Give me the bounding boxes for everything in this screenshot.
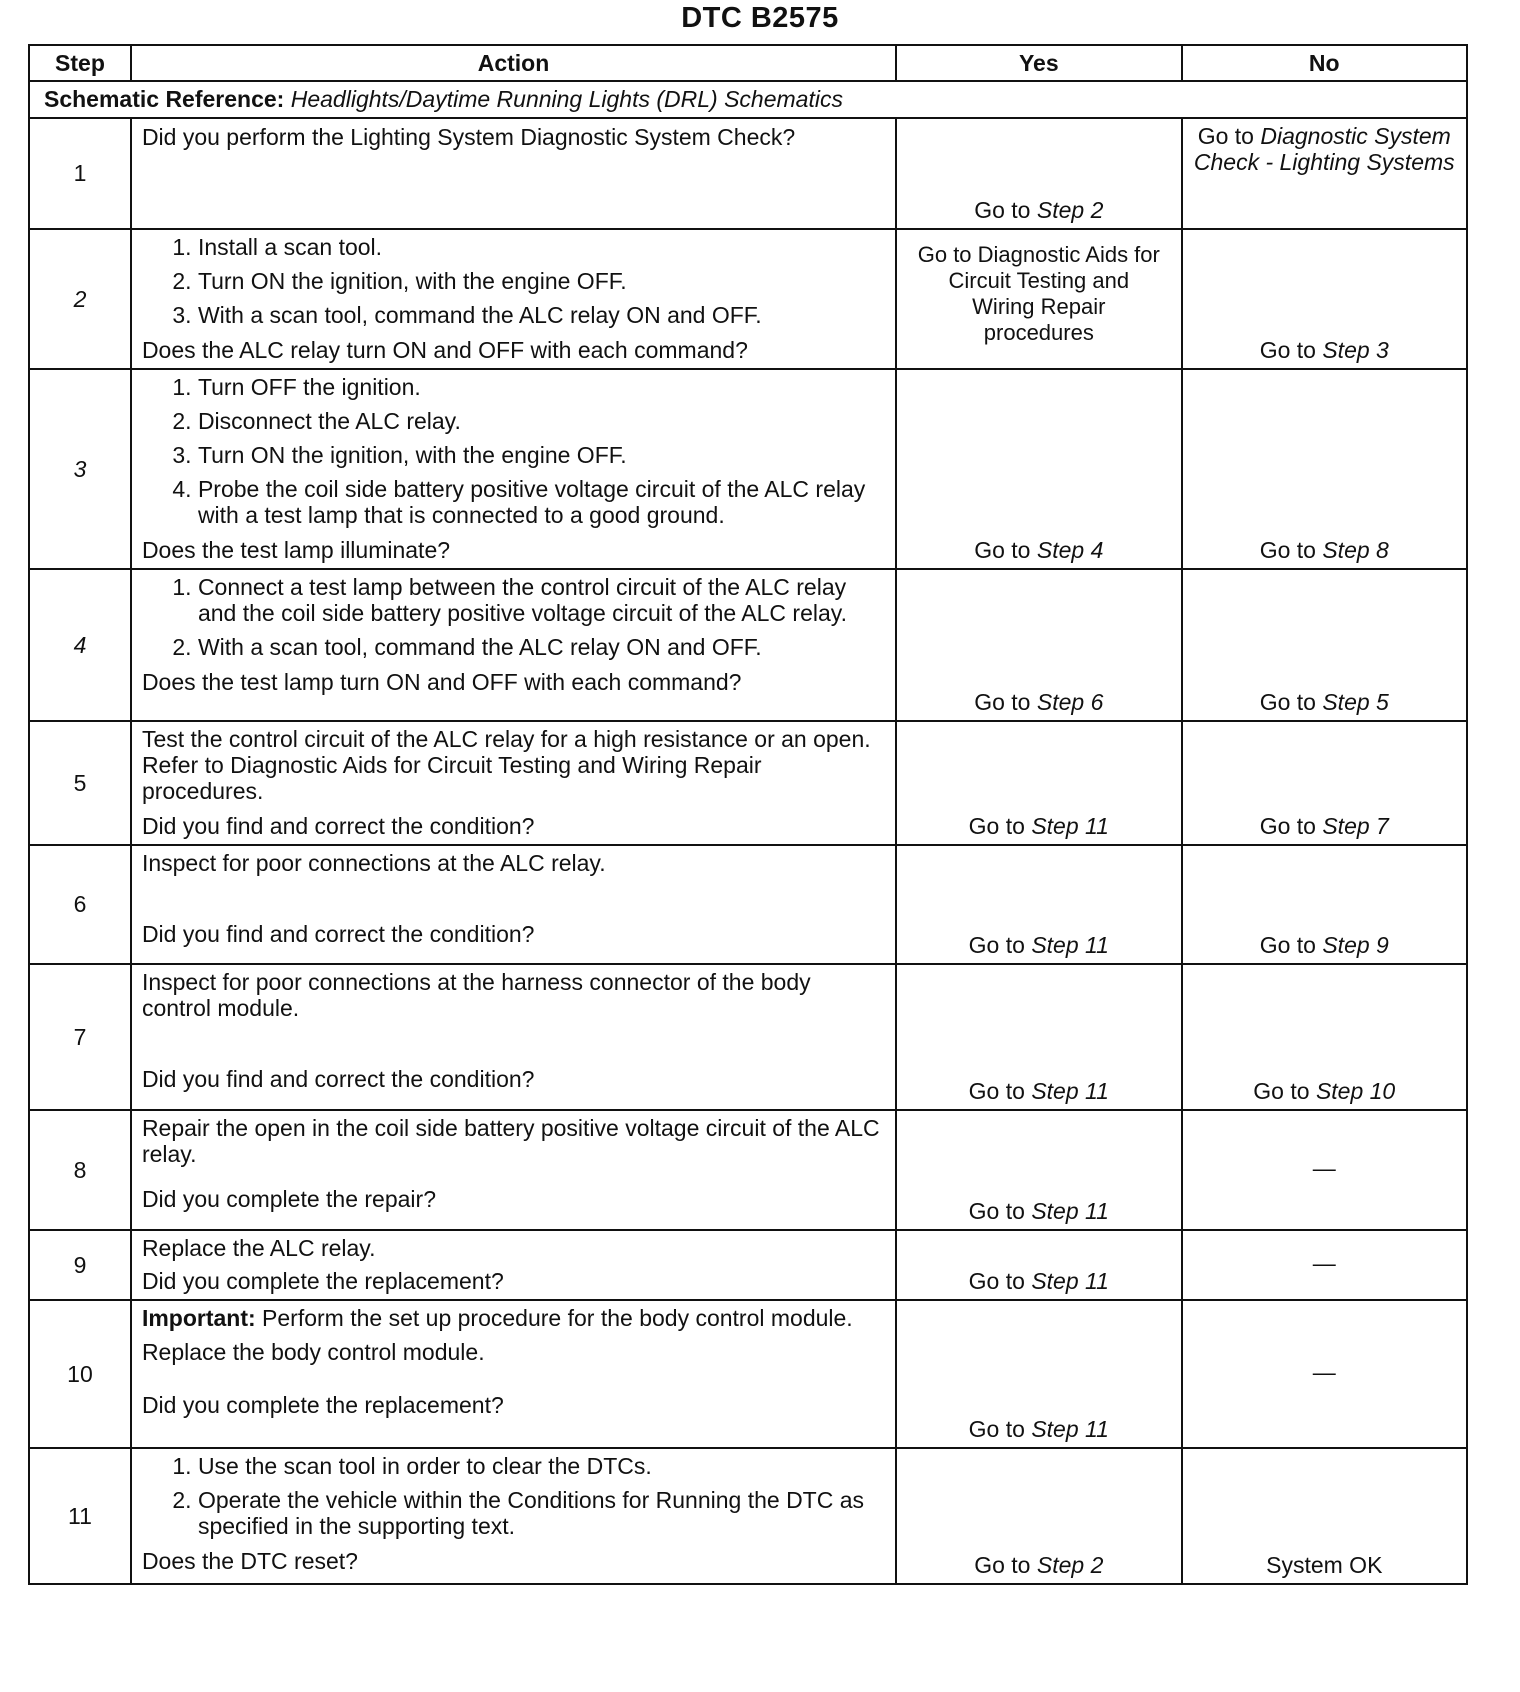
action-question: Does the ALC relay turn ON and OFF with each command? [141, 337, 748, 363]
instruction-item: 4. Probe the coil side battery positive voltage circuit of the ALC relay with a test lamp that is connected to a good ground. [198, 476, 885, 528]
no-step-link: Step 7 [1322, 813, 1389, 839]
table-row [29, 229, 1467, 369]
instruction-item: 2. Operate the vehicle within the Conditions for Running the DTC as specified in the supporting text. [198, 1487, 885, 1539]
header-row [29, 45, 1467, 81]
yes-step-link: Step 11 [1031, 813, 1109, 839]
important-label: Important: [141, 1305, 256, 1331]
step-number: 4 [29, 569, 131, 721]
no-step-link: Step 9 [1322, 932, 1389, 958]
schematic-row [29, 81, 1467, 118]
step-number: 9 [29, 1230, 131, 1300]
no-cell: — [1182, 1300, 1467, 1448]
table-row [29, 118, 1467, 229]
instruction-item: 3. With a scan tool, command the ALC relay ON and OFF. [198, 302, 885, 328]
header-yes: Yes [896, 45, 1181, 81]
no-step-link: Diagnostic System Check - Lighting Systems [1193, 123, 1455, 175]
action-question: Does the test lamp illuminate? [141, 537, 451, 563]
yes-step-link: Step 11 [1031, 1198, 1109, 1224]
instruction-list [142, 374, 885, 528]
action-question: Did you complete the replacement? [141, 1392, 504, 1418]
yes-step-link: Step 6 [1036, 689, 1104, 715]
action-question: Does the DTC reset? [141, 1548, 358, 1574]
action-text: Inspect for poor connections at the ALC relay. [141, 850, 606, 876]
yes-step-link: Step 4 [1036, 537, 1104, 563]
table-row [29, 1110, 1467, 1230]
table-row [29, 721, 1467, 845]
action-question: Did you find and correct the condition? [141, 1066, 535, 1092]
header-no: No [1182, 45, 1467, 81]
page-title: DTC B2575 [681, 2, 839, 34]
yes-step-link: Step 11 [1031, 932, 1109, 958]
instruction-item: 2. Turn ON the ignition, with the engine OFF. [198, 268, 885, 294]
table-row [29, 845, 1467, 964]
instruction-list [142, 1453, 885, 1539]
header-action: Action [131, 45, 896, 81]
yes-cell: Go to Step 11 [896, 964, 1181, 1110]
yes-step-link: Step 11 [1031, 1416, 1109, 1442]
action-question: Did you complete the replacement? [141, 1268, 504, 1294]
yes-cell: Go to Diagnostic Aids for Circuit Testing and Wiring Repair procedures [896, 229, 1181, 369]
no-cell: Go to Step 8 [1182, 369, 1467, 569]
instruction-item: 1. Connect a test lamp between the control circuit of the ALC relay and the coil side battery positive voltage circuit of the ALC relay. [198, 574, 885, 626]
instruction-item: 2. Disconnect the ALC relay. [198, 408, 885, 434]
instruction-item: 2. With a scan tool, command the ALC relay ON and OFF. [198, 634, 885, 660]
no-cell: Go to Step 10 [1182, 964, 1467, 1110]
yes-step-link: Step 11 [1031, 1268, 1109, 1294]
yes-cell: Go to Step 2 [896, 1448, 1181, 1584]
step-number: 3 [29, 369, 131, 569]
action-text: Replace the body control module. [141, 1339, 485, 1365]
instruction-item: 1. Use the scan tool in order to clear the DTCs. [198, 1453, 885, 1479]
instruction-list [142, 234, 885, 328]
yes-cell: Go to Step 11 [896, 1230, 1181, 1300]
diagnostic-table [28, 44, 1468, 1585]
header-step: Step [29, 45, 131, 81]
table-row [29, 1300, 1467, 1448]
yes-cell: Go to Step 11 [896, 1300, 1181, 1448]
important-text: Perform the set up procedure for the body control module. [262, 1305, 853, 1331]
no-cell: Go to Step 7 [1182, 721, 1467, 845]
step-number: 8 [29, 1110, 131, 1230]
instruction-item: 1. Install a scan tool. [198, 234, 885, 260]
schematic-label: Schematic Reference: [44, 86, 285, 112]
table-row [29, 964, 1467, 1110]
no-cell: Go to Step 9 [1182, 845, 1467, 964]
table-row [29, 569, 1467, 721]
yes-step-link: Step 2 [1036, 1552, 1104, 1578]
table-row [29, 369, 1467, 569]
no-step-link: Step 10 [1315, 1078, 1396, 1104]
no-step-link: Step 8 [1322, 537, 1389, 563]
step-number: 1 [29, 118, 131, 229]
no-cell: Go to Diagnostic System Check - Lighting Systems [1182, 118, 1467, 229]
no-step-link: Step 5 [1322, 689, 1389, 715]
yes-step-link: Step 11 [1031, 1078, 1109, 1104]
action-text: Test the control circuit of the ALC relay for a high resistance or an open. Refer to Diagnostic Aids for Circuit Testing and Wiring Repair procedures. [141, 726, 871, 804]
yes-cell: Go to Step 11 [896, 845, 1181, 964]
step-number: 10 [29, 1300, 131, 1448]
no-cell: — [1182, 1110, 1467, 1230]
action-question: Did you find and correct the condition? [141, 813, 535, 839]
action-text: Inspect for poor connections at the harness connector of the body control module. [141, 969, 811, 1021]
yes-step-link: Step 2 [1036, 197, 1104, 223]
action-question: Did you perform the Lighting System Diagnostic System Check? [141, 124, 796, 150]
important-note [142, 1305, 885, 1331]
table-row [29, 1230, 1467, 1300]
action-text: Replace the ALC relay. [141, 1235, 376, 1261]
instruction-item: 3. Turn ON the ignition, with the engine OFF. [198, 442, 885, 468]
action-question: Did you find and correct the condition? [141, 921, 535, 947]
schematic-reference: Headlights/Daytime Running Lights (DRL) Schematics [290, 86, 843, 112]
table-row [29, 1448, 1467, 1584]
action-question: Does the test lamp turn ON and OFF with each command? [141, 669, 742, 695]
no-cell: System OK [1182, 1448, 1467, 1584]
no-cell: Go to Step 5 [1182, 569, 1467, 721]
instruction-item: 1. Turn OFF the ignition. [198, 374, 885, 400]
step-number: 7 [29, 964, 131, 1110]
yes-cell: Go to Step 6 [896, 569, 1181, 721]
action-question: Did you complete the repair? [141, 1186, 436, 1212]
no-cell: — [1182, 1230, 1467, 1300]
instruction-list [142, 574, 885, 660]
action-text: Repair the open in the coil side battery positive voltage circuit of the ALC relay. [141, 1115, 880, 1167]
yes-cell: Go to Step 11 [896, 721, 1181, 845]
yes-cell: Go to Step 11 [896, 1110, 1181, 1230]
no-cell: Go to Step 3 [1182, 229, 1467, 369]
step-number: 11 [29, 1448, 131, 1584]
step-number: 5 [29, 721, 131, 845]
step-number: 2 [29, 229, 131, 369]
yes-cell: Go to Step 2 [896, 118, 1181, 229]
step-number: 6 [29, 845, 131, 964]
no-step-link: Step 3 [1322, 337, 1389, 363]
yes-cell: Go to Step 4 [896, 369, 1181, 569]
